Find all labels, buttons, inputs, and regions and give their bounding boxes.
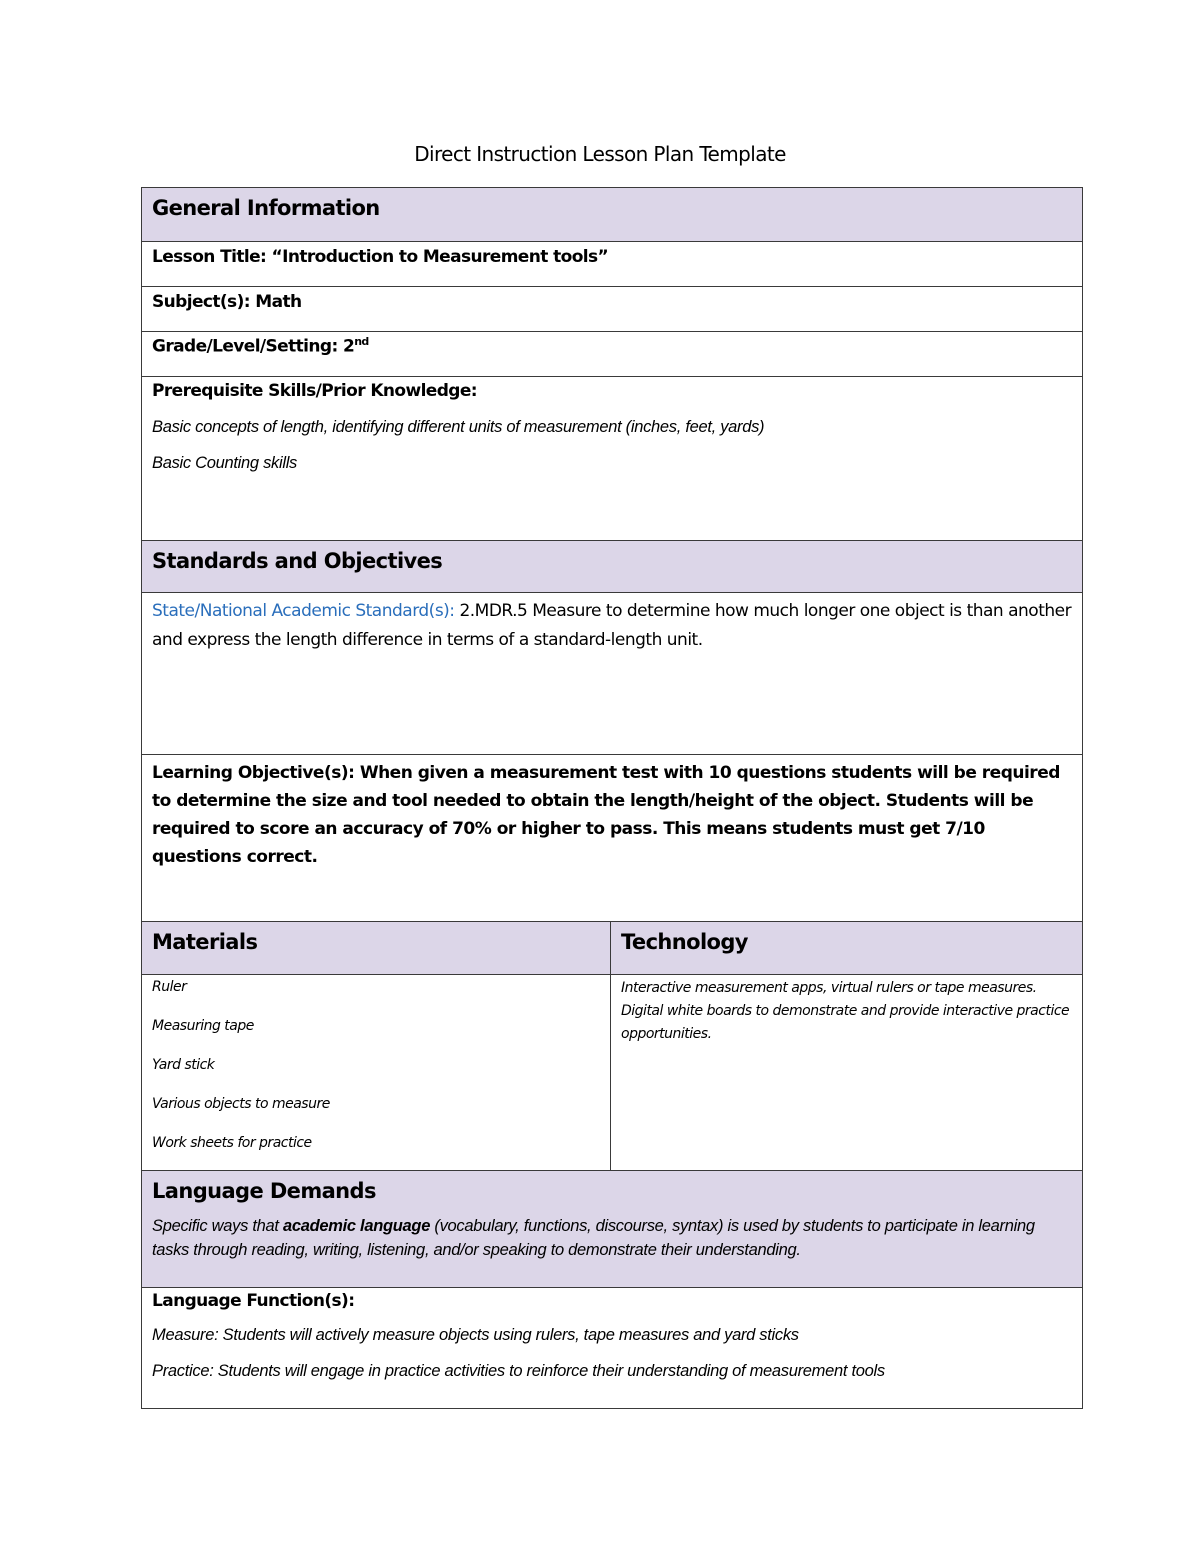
- objective-cell: [142, 755, 1083, 922]
- document-title: Direct Instruction Lesson Plan Template: [414, 142, 786, 166]
- language-description: [152, 1214, 1072, 1262]
- standard-label: State/National Academic Standard(s):: [152, 601, 455, 621]
- material-item: Various objects to measure: [152, 1096, 330, 1112]
- subjects-cell: [142, 287, 1083, 332]
- objective-row: [142, 755, 1083, 922]
- standard-cell: [142, 593, 1083, 755]
- materials-tech-row: [142, 975, 1083, 1171]
- lesson-title-cell: [142, 242, 1083, 287]
- prereq-item: Basic concepts of length, identifying different units of measurement (inches, feet, yards): [152, 418, 765, 436]
- standard-row: [142, 593, 1083, 755]
- language-functions-label: Language Function(s):: [152, 1291, 355, 1311]
- materials-tech-header-row: [142, 922, 1083, 975]
- material-item: Work sheets for practice: [152, 1135, 312, 1151]
- grade-level-setting: [152, 332, 1072, 357]
- language-desc-part: Specific ways that: [152, 1217, 283, 1235]
- standards-header-row: [142, 541, 1083, 593]
- section-heading: General Information: [152, 196, 380, 220]
- standards-header-cell: [142, 541, 1083, 593]
- language-function-item: Practice: Students will engage in practice activities to reinforce their understanding of measurement tools: [152, 1362, 885, 1380]
- learning-objective: Learning Objective(s): When given a measurement test with 10 questions students will be required to determine the size and tool needed to obtain the length/height of the object. Students will be required to score an accuracy of 70% or higher to pass. This means students must get 7/10 questions correct.: [152, 763, 1060, 867]
- prereq-row: [142, 377, 1083, 541]
- subjects-row: [142, 287, 1083, 332]
- section-heading: Language Demands: [152, 1179, 376, 1203]
- material-item: Yard stick: [152, 1057, 215, 1073]
- section-heading: Technology: [621, 930, 748, 954]
- standard-text: 2.MDR.5 Measure to determine how much longer one object is than another and express the length difference in terms of a standard-length unit.: [152, 601, 1072, 650]
- technology-text: Interactive measurement apps, virtual rulers or tape measures. Digital white boards to demonstrate and provide interactive practice opportunities.: [621, 980, 1070, 1042]
- prereq-cell: [142, 377, 1083, 541]
- language-header-row: [142, 1171, 1083, 1288]
- general-info-header-row: [142, 188, 1083, 242]
- grade-label: Grade/Level/Setting: 2: [152, 336, 355, 357]
- grade-row: [142, 332, 1083, 377]
- material-item: Measuring tape: [152, 1018, 254, 1034]
- lesson-plan-table: [141, 187, 1083, 1409]
- grade-cell: [142, 332, 1083, 377]
- technology-cell: [611, 975, 1083, 1171]
- language-functions-cell: [142, 1288, 1083, 1409]
- academic-language-term: academic language: [282, 1217, 431, 1235]
- language-header-cell: [142, 1171, 1083, 1288]
- subjects: Subject(s): Math: [152, 292, 302, 312]
- language-desc-part: (vocabulary, functions, discourse, syntax) is used by students to participate in learning tasks through reading, writing, listening, and/or speaking to demonstrate their understanding.: [152, 1217, 1035, 1259]
- language-function-item: Measure: Students will actively measure objects using rulers, tape measures and yard sticks: [152, 1326, 799, 1344]
- section-heading: Standards and Objectives: [152, 549, 443, 573]
- lesson-title-row: [142, 242, 1083, 287]
- prereq-label: Prerequisite Skills/Prior Knowledge:: [152, 381, 477, 401]
- lesson-title: Lesson Title: “Introduction to Measurement tools”: [152, 247, 609, 267]
- material-item: Ruler: [152, 979, 187, 995]
- section-heading: Materials: [152, 930, 258, 954]
- language-functions-row: [142, 1288, 1083, 1409]
- prereq-item: Basic Counting skills: [152, 454, 298, 472]
- materials-list-cell: [142, 975, 611, 1171]
- technology-header-cell: [611, 922, 1083, 975]
- academic-standard: [152, 593, 1072, 655]
- general-info-header-cell: [142, 188, 1083, 242]
- grade-superscript: nd: [354, 335, 369, 348]
- materials-header-cell: [142, 922, 611, 975]
